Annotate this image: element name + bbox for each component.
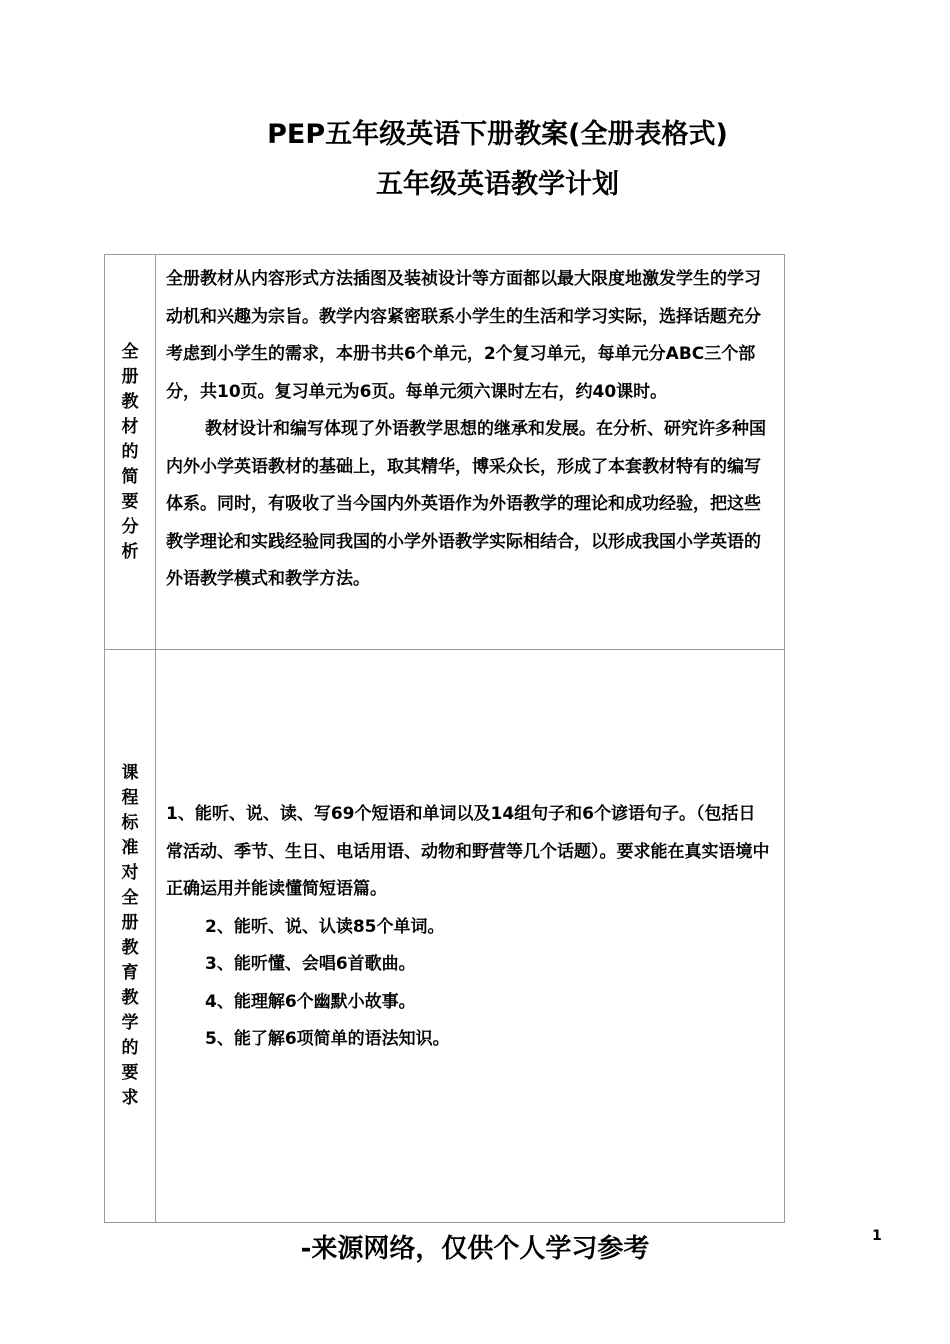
analysis-paragraph: 教材设计和编写体现了外语教学思想的继承和发展。在分析、研究许多种国内外小学英语教材的基础上，取其精华，博采众长，形成了本套教材特有的编写体系。同时，有吸收了当今国内外英语作为外语教学的理论和成功经验，把这些教学理论和实践经验同我国的小学外语教学实际相结合，以形成我国小学英语的外语教学模式和教学方法。 bbox=[166, 419, 766, 589]
footer-disclaimer: -来源网络，仅供个人学习参考 bbox=[300, 1234, 650, 1264]
teaching-plan-table bbox=[104, 254, 785, 1223]
requirement-item: 5、能了解6项简单的语法知识。 bbox=[205, 1029, 450, 1049]
row-label-textbook-analysis: 全册教材的简要分析 bbox=[121, 341, 139, 562]
requirement-item: 1、能听、说、读、写69个短语和单词以及14组句子和6个谚语句子。（包括日常活动、季节、生日、电话用语、动物和野营等几个话题）。要求能在真实语境中正确运用并能读懂简短语篇。 bbox=[166, 804, 770, 899]
table-row bbox=[105, 650, 785, 1223]
document-title: PEP五年级英语下册教案(全册表格式) bbox=[267, 119, 728, 150]
curriculum-requirements-cell bbox=[156, 650, 785, 1223]
table-row bbox=[105, 255, 785, 650]
requirement-item: 4、能理解6个幽默小故事。 bbox=[205, 991, 416, 1012]
textbook-analysis-cell bbox=[156, 255, 785, 650]
page-number: 1 bbox=[872, 1228, 882, 1244]
requirement-item: 3、能听懂、会唱6首歌曲。 bbox=[205, 954, 416, 974]
row-label-cell bbox=[105, 255, 156, 650]
row-label-curriculum-requirements: 课程标准对全册教育教学的要求 bbox=[121, 763, 139, 1108]
requirement-item: 2、能听、说、认读85个单词。 bbox=[205, 916, 445, 937]
analysis-paragraph: 全册教材从内容形式方法插图及装祯设计等方面都以最大限度地激发学生的学习动机和兴趣为宗旨。教学内容紧密联系小学生的生活和学习实际，选择话题充分考虑到小学生的需求，本册书共6个单元，2个复习单元，每单元分ABC三个部分，共10页。复习单元为6页。每单元须六课时左右，约40课时。 bbox=[166, 269, 761, 402]
row-label-cell bbox=[105, 650, 156, 1223]
document-subtitle: 五年级英语教学计划 bbox=[376, 169, 619, 200]
